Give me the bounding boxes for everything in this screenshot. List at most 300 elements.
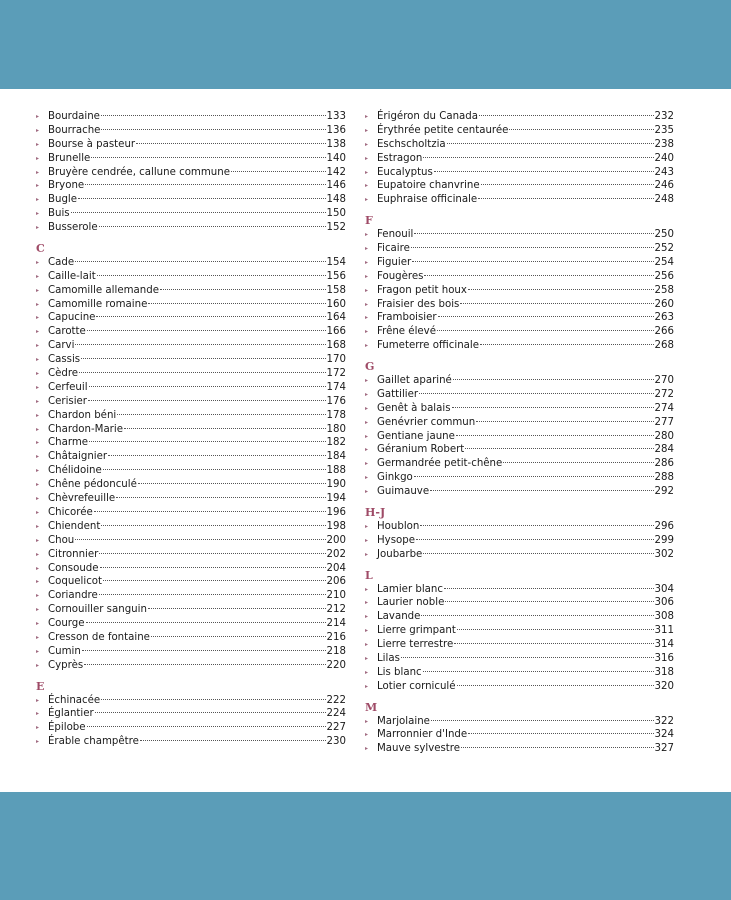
index-entry	[36, 562, 346, 576]
bullet-icon: ▸	[36, 661, 40, 669]
index-entry	[365, 339, 674, 353]
dot-leader	[461, 747, 654, 748]
bullet-icon: ▸	[36, 724, 40, 732]
index-entry	[365, 583, 674, 597]
dot-leader	[476, 421, 653, 422]
index-column-left	[36, 110, 346, 749]
entry-name: Eupatoire chanvrine	[377, 180, 480, 192]
dot-leader	[87, 726, 326, 727]
dot-leader	[460, 303, 653, 304]
entry-name: Cresson de fontaine	[48, 631, 150, 643]
entry-page-number: 288	[654, 472, 674, 484]
dot-leader	[503, 462, 653, 463]
index-entry	[36, 193, 346, 207]
entry-page-number: 302	[654, 548, 674, 560]
entry-page-number: 158	[326, 284, 346, 296]
bullet-icon: ▸	[365, 286, 369, 294]
bullet-icon: ▸	[36, 495, 40, 503]
entry-name: Chêne pédonculé	[48, 479, 137, 491]
dot-leader	[419, 393, 653, 394]
index-entry	[365, 638, 674, 652]
entry-page-number: 256	[654, 270, 674, 282]
entry-name: Lilas	[377, 652, 400, 664]
entry-page-number: 306	[654, 597, 674, 609]
bullet-icon: ▸	[365, 300, 369, 308]
entry-name: Cumin	[48, 645, 81, 657]
entry-page-number: 263	[654, 312, 674, 324]
section-letter: G	[365, 360, 375, 374]
index-entry	[365, 284, 674, 298]
bullet-icon: ▸	[365, 641, 369, 649]
bullet-icon: ▸	[365, 585, 369, 593]
bullet-icon: ▸	[365, 654, 369, 662]
bullet-icon: ▸	[365, 460, 369, 468]
entry-name: Courge	[48, 618, 85, 630]
entry-page-number: 214	[326, 618, 346, 630]
entry-page-number: 220	[326, 659, 346, 671]
index-entry	[36, 694, 346, 708]
entry-page-number: 178	[326, 409, 346, 421]
index-entry	[36, 395, 346, 409]
dot-leader	[148, 608, 326, 609]
dot-leader	[457, 629, 654, 630]
bullet-icon: ▸	[365, 731, 369, 739]
entry-name: Chou	[48, 534, 75, 546]
entry-page-number: 248	[654, 194, 674, 206]
entry-page-number: 304	[654, 583, 674, 595]
dot-leader	[99, 594, 326, 595]
entry-page-number: 243	[654, 166, 674, 178]
entry-page-number: 164	[326, 312, 346, 324]
bullet-icon: ▸	[36, 738, 40, 746]
dot-leader	[101, 115, 326, 116]
entry-page-number: 176	[326, 395, 346, 407]
dot-leader	[468, 289, 654, 290]
dot-leader	[151, 636, 326, 637]
entry-name: Framboisier	[377, 312, 437, 324]
dot-leader	[465, 448, 653, 449]
bullet-icon: ▸	[36, 564, 40, 572]
bullet-icon: ▸	[365, 272, 369, 280]
entry-name: Épilobe	[48, 722, 86, 734]
bullet-icon: ▸	[365, 522, 369, 530]
entry-name: Lierre terrestre	[377, 639, 454, 651]
entry-page-number: 218	[326, 645, 346, 657]
bullet-icon: ▸	[365, 113, 369, 120]
entry-page-number: 240	[654, 152, 674, 164]
entry-page-number: 172	[326, 368, 346, 380]
index-entry	[36, 110, 346, 124]
entry-page-number: 206	[326, 576, 346, 588]
index-entry	[36, 207, 346, 221]
index-entry	[36, 506, 346, 520]
bullet-icon: ▸	[36, 550, 40, 558]
entry-name: Chicorée	[48, 506, 93, 518]
entry-name: Érythrée petite centaurée	[377, 124, 509, 136]
dot-leader	[453, 379, 654, 380]
index-entry	[36, 298, 346, 312]
dot-leader	[423, 157, 653, 158]
entry-name: Eschscholtzia	[377, 138, 446, 150]
dot-leader	[103, 580, 326, 581]
index-entry	[36, 450, 346, 464]
dot-leader	[82, 650, 326, 651]
entry-page-number: 204	[326, 562, 346, 574]
entry-name: Châtaignier	[48, 451, 108, 463]
entry-name: Guimauve	[377, 486, 430, 498]
entry-page-number: 318	[654, 666, 674, 678]
entry-name: Gaillet apariné	[377, 375, 452, 387]
dot-leader	[89, 441, 326, 442]
entry-page-number: 166	[326, 326, 346, 338]
entry-name: Consoude	[48, 562, 99, 574]
index-entry	[36, 311, 346, 325]
bullet-icon: ▸	[36, 633, 40, 641]
bullet-icon: ▸	[36, 467, 40, 475]
index-entry	[36, 221, 346, 235]
bullet-icon: ▸	[365, 342, 369, 350]
index-entry	[365, 298, 674, 312]
entry-page-number: 222	[326, 694, 346, 706]
bullet-icon: ▸	[36, 272, 40, 280]
entry-name: Lis blanc	[377, 666, 422, 678]
bullet-icon: ▸	[36, 113, 40, 120]
dot-leader	[411, 247, 654, 248]
dot-leader	[101, 699, 325, 700]
entry-name: Eucalyptus	[377, 166, 433, 178]
bullet-icon: ▸	[36, 383, 40, 391]
entry-page-number: 216	[326, 631, 346, 643]
index-entry	[36, 721, 346, 735]
dot-leader	[481, 184, 654, 185]
index-entry	[365, 193, 674, 207]
index-entry	[365, 325, 674, 339]
entry-page-number: 202	[326, 548, 346, 560]
entry-page-number: 133	[326, 111, 346, 122]
index-entry	[365, 680, 674, 694]
index-entry	[365, 534, 674, 548]
bullet-icon: ▸	[36, 592, 40, 600]
index-section	[365, 110, 674, 207]
bullet-icon: ▸	[36, 258, 40, 266]
index-entry	[365, 666, 674, 680]
dot-leader	[117, 414, 325, 415]
dot-leader	[103, 469, 326, 470]
dot-leader	[424, 275, 653, 276]
dot-leader	[447, 143, 654, 144]
entry-page-number: 314	[654, 639, 674, 651]
entry-name: Échinacée	[48, 694, 101, 706]
entry-page-number: 210	[326, 590, 346, 602]
bullet-icon: ▸	[365, 682, 369, 690]
entry-name: Buis	[48, 208, 70, 220]
bullet-icon: ▸	[365, 182, 369, 190]
index-entry	[36, 659, 346, 673]
entry-page-number: 254	[654, 256, 674, 268]
dot-leader	[100, 567, 326, 568]
bullet-icon: ▸	[365, 390, 369, 398]
index-entry	[36, 631, 346, 645]
index-entry	[365, 311, 674, 325]
dot-leader	[478, 198, 653, 199]
dot-leader	[434, 171, 654, 172]
dot-leader	[136, 143, 325, 144]
entry-name: Chardon-Marie	[48, 423, 123, 435]
dot-leader	[414, 476, 654, 477]
index-entry	[36, 124, 346, 138]
dot-leader	[101, 525, 325, 526]
bullet-icon: ▸	[36, 168, 40, 176]
index-entry	[36, 166, 346, 180]
dot-leader	[75, 344, 325, 345]
index-entry	[36, 152, 346, 166]
index-entry	[36, 478, 346, 492]
index-entry	[365, 548, 674, 562]
index-entry	[36, 284, 346, 298]
dot-leader	[457, 685, 654, 686]
top-color-band	[0, 0, 731, 89]
entry-name: Hysope	[377, 534, 415, 546]
bullet-icon: ▸	[36, 286, 40, 294]
dot-leader	[81, 358, 325, 359]
bullet-icon: ▸	[365, 154, 369, 162]
bullet-icon: ▸	[365, 474, 369, 482]
entry-page-number: 170	[326, 354, 346, 366]
index-entry	[36, 436, 346, 450]
entry-name: Figuier	[377, 256, 412, 268]
index-entry	[365, 124, 674, 138]
index-entry	[365, 742, 674, 756]
dot-leader	[456, 435, 654, 436]
entry-page-number: 188	[326, 465, 346, 477]
index-entry	[365, 430, 674, 444]
bullet-icon: ▸	[365, 550, 369, 558]
dot-leader	[79, 372, 325, 373]
entry-name: Cade	[48, 256, 75, 268]
entry-page-number: 235	[654, 124, 674, 136]
bullet-icon: ▸	[365, 196, 369, 204]
index-entry	[365, 242, 674, 256]
entry-name: Bourse à pasteur	[48, 138, 136, 150]
index-section	[365, 569, 674, 694]
index-entry	[365, 520, 674, 534]
bullet-icon: ▸	[365, 627, 369, 635]
bullet-icon: ▸	[365, 404, 369, 412]
dot-leader	[101, 129, 325, 130]
entry-page-number: 286	[654, 458, 674, 470]
bullet-icon: ▸	[36, 314, 40, 322]
index-section	[365, 360, 674, 499]
entry-name: Cerisier	[48, 395, 87, 407]
index-entry	[36, 256, 346, 270]
entry-page-number: 238	[654, 138, 674, 150]
bullet-icon: ▸	[36, 140, 40, 148]
bullet-icon: ▸	[36, 536, 40, 544]
bullet-icon: ▸	[36, 508, 40, 516]
index-entry	[36, 367, 346, 381]
index-entry	[36, 409, 346, 423]
index-section	[365, 701, 674, 757]
dot-leader	[86, 622, 326, 623]
bullet-icon: ▸	[36, 710, 40, 718]
bullet-icon: ▸	[365, 717, 369, 725]
dot-leader	[401, 657, 654, 658]
dot-leader	[444, 588, 654, 589]
bullet-icon: ▸	[365, 536, 369, 544]
index-entry	[365, 179, 674, 193]
bullet-icon: ▸	[36, 210, 40, 218]
dot-leader	[420, 525, 653, 526]
bullet-icon: ▸	[365, 432, 369, 440]
entry-page-number: 296	[654, 520, 674, 532]
entry-page-number: 152	[326, 222, 346, 234]
entry-name: Marronnier d'Inde	[377, 729, 468, 741]
entry-name: Caille-lait	[48, 270, 96, 282]
index-entry	[365, 416, 674, 430]
entry-name: Gentiane jaune	[377, 430, 455, 442]
index-entry	[365, 270, 674, 284]
entry-page-number: 182	[326, 437, 346, 449]
index-entry	[365, 652, 674, 666]
dot-leader	[414, 233, 653, 234]
entry-page-number: 212	[326, 604, 346, 616]
entry-page-number: 148	[326, 194, 346, 206]
dot-leader	[99, 226, 326, 227]
bullet-icon: ▸	[365, 446, 369, 454]
bullet-icon: ▸	[36, 425, 40, 433]
entry-name: Bruyère cendrée, callune commune	[48, 166, 230, 178]
bullet-icon: ▸	[365, 140, 369, 148]
entry-name: Bourrache	[48, 124, 101, 136]
entry-name: Fougères	[377, 270, 424, 282]
entry-page-number: 322	[654, 715, 674, 727]
entry-page-number: 272	[654, 388, 674, 400]
entry-name: Cyprès	[48, 659, 84, 671]
dot-leader	[75, 539, 325, 540]
dot-leader	[438, 316, 654, 317]
entry-name: Chiendent	[48, 520, 101, 532]
bullet-icon: ▸	[36, 606, 40, 614]
index-entry	[36, 735, 346, 749]
entry-page-number: 198	[326, 520, 346, 532]
entry-name: Marjolaine	[377, 715, 430, 727]
dot-leader	[454, 643, 653, 644]
entry-name: Gattilier	[377, 388, 419, 400]
index-entry	[36, 423, 346, 437]
bullet-icon: ▸	[36, 397, 40, 405]
dot-leader	[75, 261, 325, 262]
entry-name: Érable champêtre	[48, 736, 139, 748]
index-entry	[365, 138, 674, 152]
index-entry	[365, 374, 674, 388]
section-letter: C	[36, 242, 45, 256]
entry-page-number: 266	[654, 326, 674, 338]
entry-name: Laurier noble	[377, 597, 445, 609]
entry-page-number: 200	[326, 534, 346, 546]
index-entry	[365, 596, 674, 610]
index-entry	[365, 228, 674, 242]
dot-leader	[140, 740, 326, 741]
section-letter: M	[365, 700, 378, 714]
dot-leader	[423, 553, 653, 554]
index-entry	[36, 270, 346, 284]
entry-name: Fragon petit houx	[377, 284, 467, 296]
dot-leader	[94, 511, 326, 512]
entry-page-number: 258	[654, 284, 674, 296]
bullet-icon: ▸	[36, 342, 40, 350]
index-entry	[36, 339, 346, 353]
dot-leader	[231, 171, 326, 172]
section-letter: F	[365, 214, 373, 228]
entry-page-number: 230	[326, 736, 346, 748]
entry-page-number: 174	[326, 381, 346, 393]
entry-name: Genêt à balais	[377, 402, 451, 414]
entry-page-number: 140	[326, 152, 346, 164]
index-entry	[365, 471, 674, 485]
bullet-icon: ▸	[36, 696, 40, 704]
entry-page-number: 227	[326, 722, 346, 734]
index-entry	[365, 715, 674, 729]
index-entry	[36, 520, 346, 534]
bullet-icon: ▸	[36, 196, 40, 204]
entry-page-number: 196	[326, 506, 346, 518]
dot-leader	[452, 407, 654, 408]
entry-name: Fraisier des bois	[377, 298, 460, 310]
index-entry	[36, 707, 346, 721]
entry-page-number: 274	[654, 402, 674, 414]
index-entry	[365, 728, 674, 742]
entry-name: Érigéron du Canada	[377, 111, 479, 122]
index-entry	[365, 624, 674, 638]
entry-name: Chélidoine	[48, 465, 102, 477]
entry-page-number: 280	[654, 430, 674, 442]
dot-leader	[116, 497, 325, 498]
entry-page-number: 260	[654, 298, 674, 310]
section-letter: L	[365, 568, 373, 582]
bullet-icon: ▸	[36, 154, 40, 162]
entry-name: Coquelicot	[48, 576, 103, 588]
entry-name: Cerfeuil	[48, 381, 88, 393]
dot-leader	[87, 330, 326, 331]
dot-leader	[96, 316, 325, 317]
bullet-icon: ▸	[36, 481, 40, 489]
bullet-icon: ▸	[36, 647, 40, 655]
bullet-icon: ▸	[36, 300, 40, 308]
dot-leader	[480, 344, 654, 345]
entry-page-number: 150	[326, 208, 346, 220]
dot-leader	[124, 428, 326, 429]
dot-leader	[416, 539, 654, 540]
index-section	[365, 506, 674, 562]
entry-name: Genévrier commun	[377, 416, 476, 428]
entry-page-number: 184	[326, 451, 346, 463]
index-entry	[36, 464, 346, 478]
entry-page-number: 324	[654, 729, 674, 741]
entry-name: Ficaire	[377, 243, 410, 255]
index-section	[36, 680, 346, 749]
index-entry	[36, 548, 346, 562]
dot-leader	[138, 483, 326, 484]
entry-name: Fumeterre officinale	[377, 340, 480, 352]
entry-page-number: 292	[654, 486, 674, 498]
entry-name: Carotte	[48, 326, 86, 338]
index-entry	[365, 485, 674, 499]
bullet-icon: ▸	[365, 314, 369, 322]
index-entry	[365, 610, 674, 624]
entry-name: Frêne élevé	[377, 326, 436, 338]
index-section	[36, 242, 346, 673]
index-entry	[36, 353, 346, 367]
